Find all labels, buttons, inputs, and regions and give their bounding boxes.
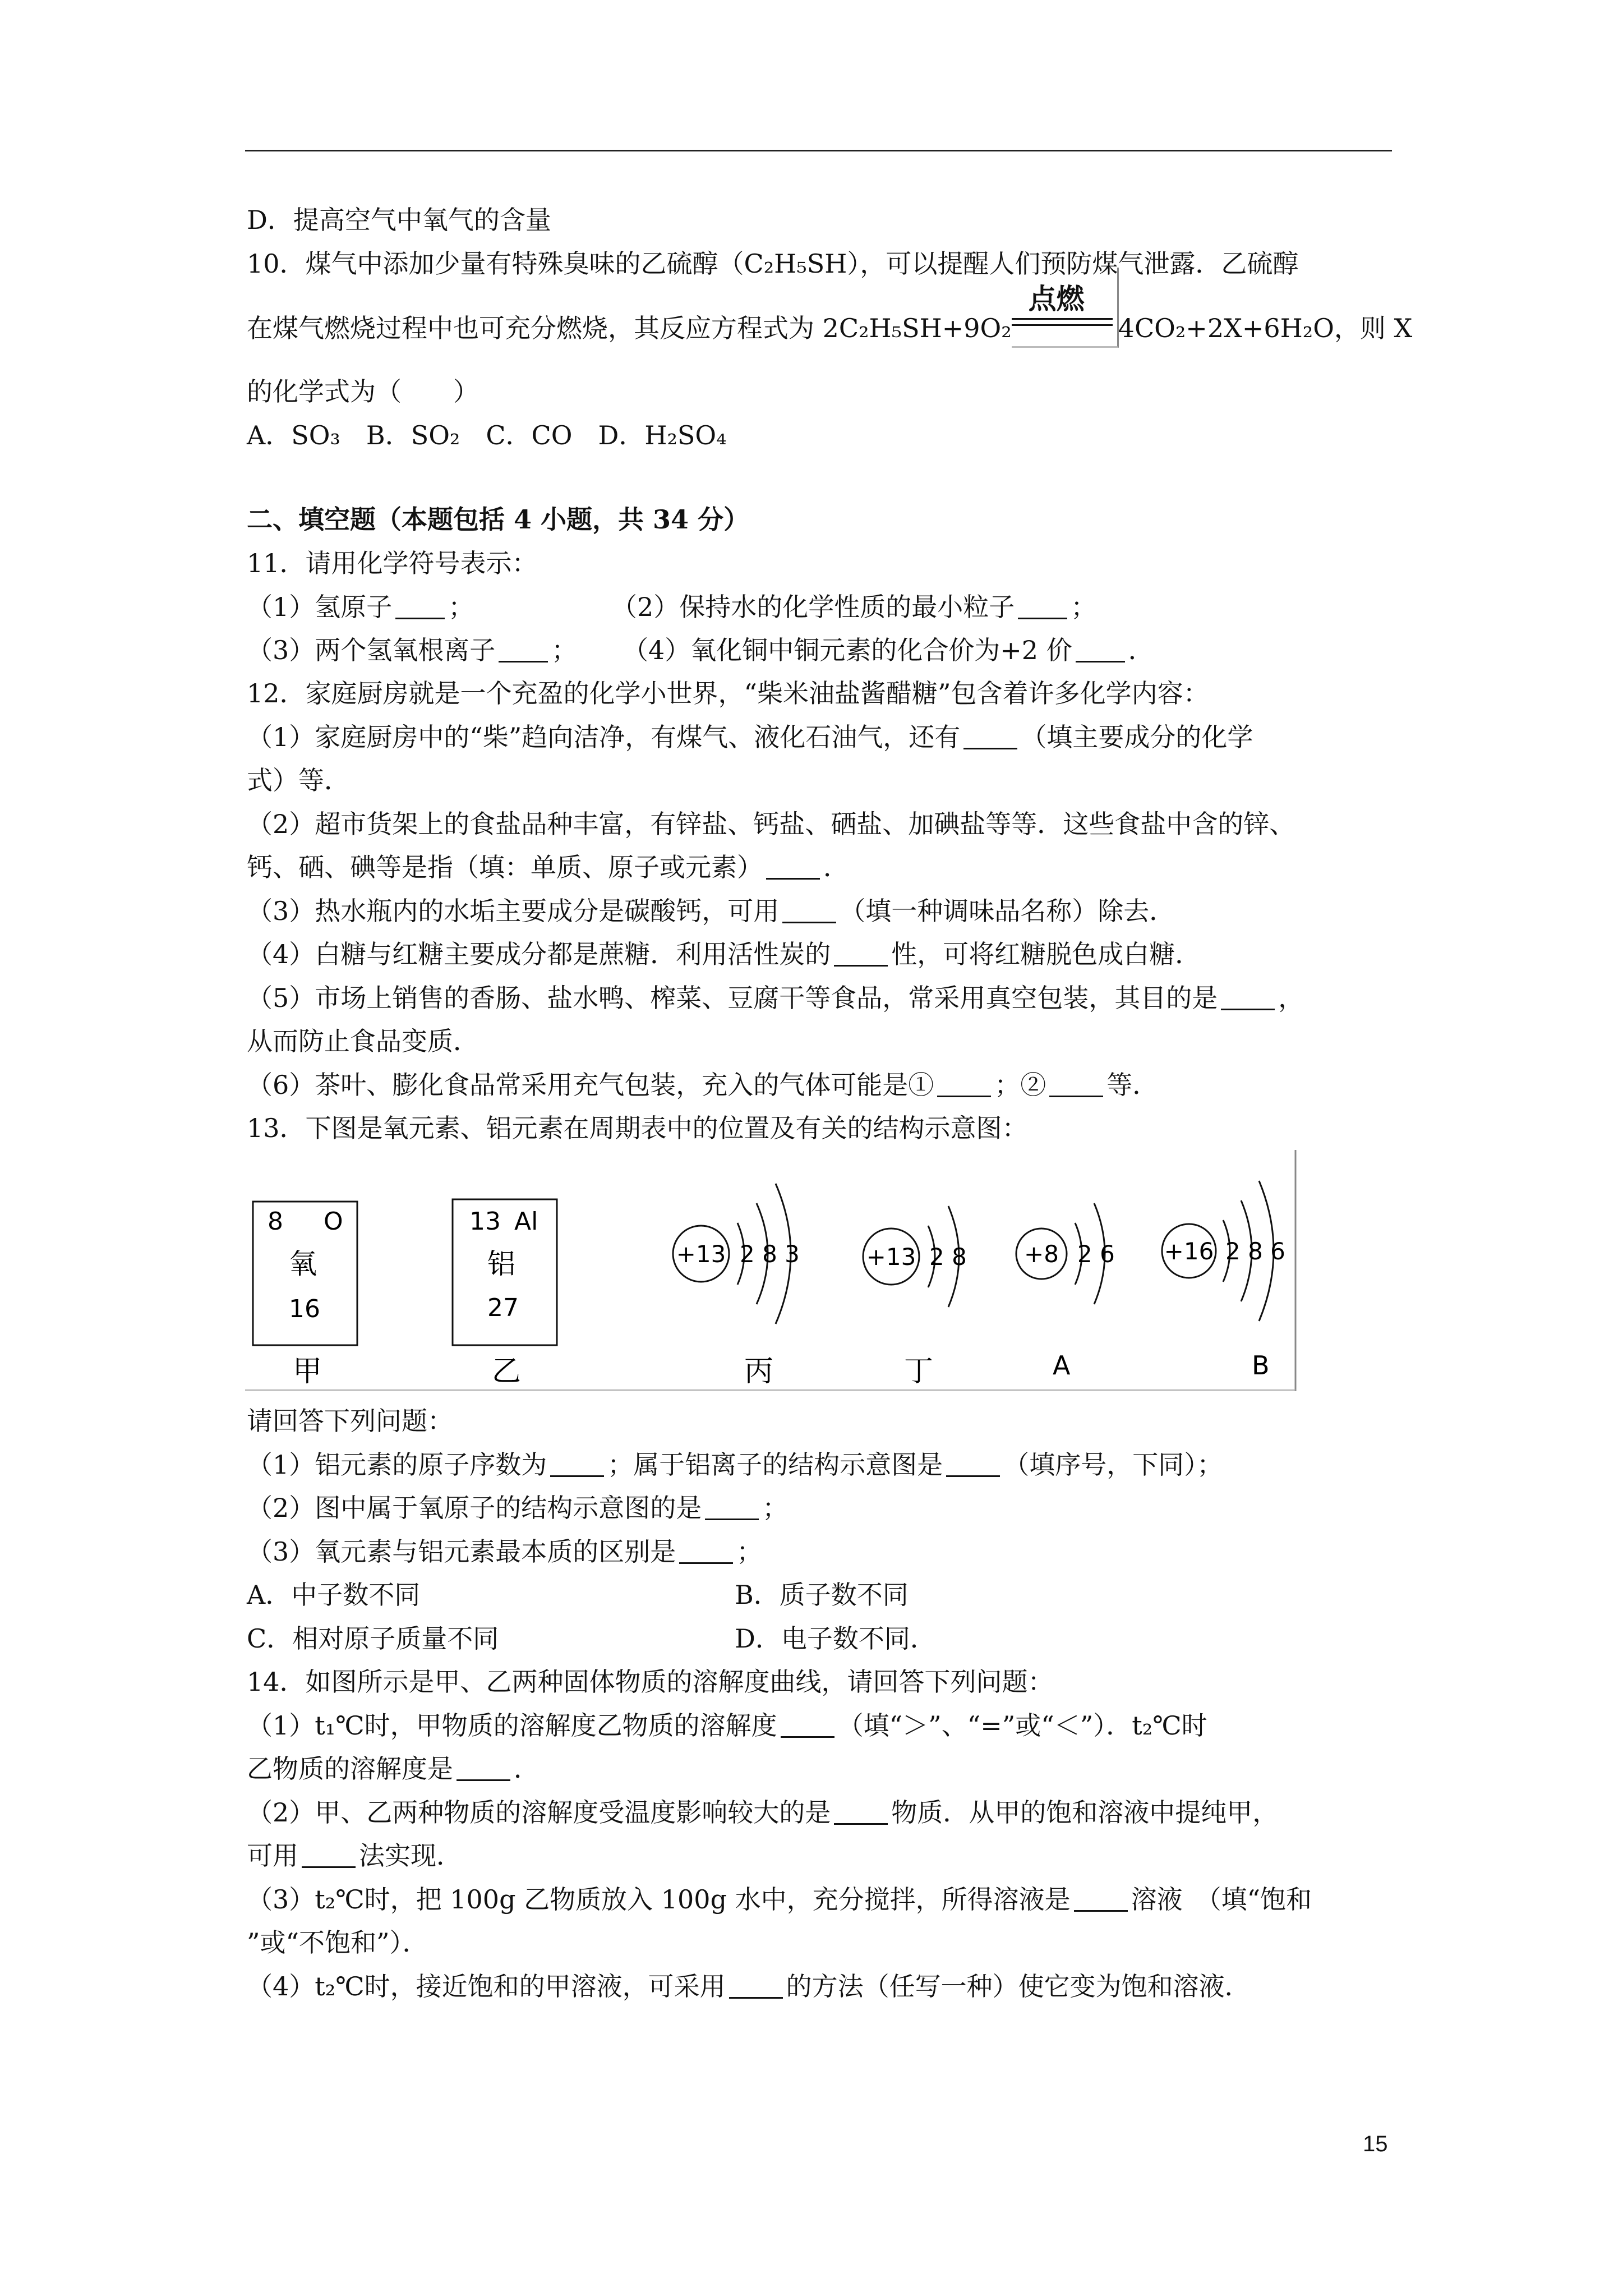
section2-title: 二、填空题（本题包括 4 小题，共 34 分） [247,504,750,535]
answer-blank [705,1496,759,1520]
q14-p3-c: ”或“不饱和”）． [247,1927,428,1958]
q12-p2-b: 钙、硒、碘等是指（填：单质、原子或元素） [247,852,763,882]
answer-blank [1076,638,1125,662]
aluminium-name: 铝 [487,1248,515,1280]
q13-option-c: C．相对原子质量不同 [247,1623,499,1654]
oxygen-name: 氧 [289,1248,317,1280]
diagram-al-ion [863,1206,967,1388]
label-jia: 甲 [293,1355,322,1388]
reaction-condition [1012,283,1118,344]
q10-equation-right: 4CO₂+2X+6H₂O，则 X [1118,313,1413,343]
q12-p2-a: （2）超市货架上的食盐品种丰富，有锌盐、钙盐、硒盐、加碘盐等等．这些食盐中含的锌、 [247,809,1295,839]
q13-p3 [247,1536,762,1567]
aluminium-mass: 27 [487,1294,519,1322]
q10-options: A．SO₃ B．SO₂ C．CO D．H₂SO₄ [247,420,727,450]
nucleus-charge: +8 [1024,1240,1059,1268]
q13-prompt: 请回答下列问题： [247,1406,453,1436]
answer-blank [302,1844,356,1868]
q11-row1b [611,591,1096,623]
q11-p1: （1）氢原子 [247,592,393,622]
electron-config: 2 8 6 [1225,1237,1285,1265]
label-ding: 丁 [904,1355,934,1388]
q14-p3 [247,1884,1312,1915]
q12-p5-b: ， [1278,983,1304,1013]
q14-p4 [247,1971,1251,2002]
answer-blank [781,1714,834,1738]
answer-blank [946,1453,1000,1477]
q14-p2-d: 法实现． [359,1841,462,1871]
answer-blank [457,1757,510,1781]
q12-p3 [247,895,1175,927]
q14-p4-a: （4）t₂℃时，接近饱和的甲溶液，可采用 [247,1971,726,2001]
answer-blank [782,899,836,923]
q12-p5-c: 从而防止食品变质． [247,1026,479,1056]
diagram-o-atom [1016,1203,1115,1381]
q14-p4-b: 的方法（任写一种）使它变为饱和溶液． [786,1971,1251,2001]
q11-p2-end: ； [1071,592,1097,622]
q14-p2-b: 物质．从甲的饱和溶液中提纯甲， [891,1797,1279,1828]
q14-p1 [247,1710,1207,1741]
q13-p3-b: ； [736,1536,763,1567]
label-bing: 丙 [744,1355,774,1388]
answer-blank [550,1453,604,1477]
q12-stem: 12．家庭厨房就是一个充盈的化学小世界，“柴米油盐酱醋糖”包含着许多化学内容： [247,678,1209,708]
diagram-s-atom [1162,1181,1285,1381]
q11-row2 [247,634,577,666]
q11-p4: （4）氧化铜中铜元素的化合价为+2 价 [623,635,1072,665]
q11-stem: 11．请用化学符号表示： [247,548,538,578]
q13-option-b: B．质子数不同 [735,1580,909,1610]
answer-blank [1018,595,1067,619]
q14-stem: 14．如图所示是甲、乙两种固体物质的溶解度曲线，请回答下列问题： [247,1667,1054,1697]
condition-label: 点燃 [1028,283,1085,315]
aluminium-symbol: Al [514,1207,538,1236]
oxygen-number: 8 [268,1207,283,1236]
q11-p3: （3）两个氢氧根离子 [247,635,496,665]
q12-p6-c: 等． [1106,1070,1159,1100]
q11-p4-end: ． [1128,635,1154,665]
answer-blank [834,942,888,967]
q13-p2-b: ； [762,1493,789,1523]
q12-p5-a: （5）市场上销售的香肠、盐水鸭、榨菜、豆腐干等食品，常采用真空包装，其目的是 [247,983,1218,1013]
answer-blank [963,725,1017,749]
q10-line2 [247,283,1413,344]
q12-p6 [247,1069,1158,1101]
q12-p4-a: （4）白糖与红糖主要成分都是蔗糖．利用活性炭的 [247,939,831,969]
q10-equation-left: 在煤气燃烧过程中也可充分燃烧，其反应方程式为 2C₂H₅SH+9O₂ [247,313,1012,343]
q12-p3-b: （填一种调味品名称）除去． [840,896,1175,926]
answer-blank [937,1073,991,1097]
q14-p1-c: 乙物质的溶解度是 [247,1754,453,1784]
q13-option-d: D．电子数不同． [735,1623,936,1654]
electron-config: 2 8 [929,1243,967,1271]
q14-p1-end: ． [514,1754,540,1784]
answer-blank [766,855,820,880]
q13-p1-b: ；属于铝离子的结构示意图是 [607,1450,943,1480]
label-a: A [1053,1350,1071,1381]
q12-p1 [247,721,1253,753]
q13-p3-a: （3）氧元素与铝元素最本质的区别是 [247,1536,676,1567]
answer-blank [499,638,548,662]
q14-p2-c: 可用 [247,1841,298,1871]
q14-p3-b: 溶液 （填“饱和 [1131,1884,1312,1915]
header-rule [245,150,1392,151]
answer-blank [395,595,445,619]
label-b: B [1252,1350,1270,1381]
q14-p1-b: （填“＞”、“=”或“＜”）．t₂℃时 [837,1710,1207,1741]
diagram-al-atom [673,1184,800,1388]
q13-p2-a: （2）图中属于氧原子的结构示意图的是 [247,1493,702,1523]
page-number: 15 [1363,2132,1388,2156]
q12-p3-a: （3）热水瓶内的水垢主要成分是碳酸钙，可用 [247,896,780,926]
q13-p2 [247,1492,788,1524]
aluminium-number: 13 [469,1207,501,1236]
q14-p1-line2 [247,1753,540,1784]
q12-p4 [247,938,1201,970]
q14-p2-a: （2）甲、乙两种物质的溶解度受温度影响较大的是 [247,1797,831,1828]
q13-p1-a: （1）铝元素的原子序数为 [247,1450,547,1480]
oxygen-mass: 16 [289,1295,320,1323]
q11-row2b [623,634,1154,666]
q14-p3-a: （3）t₂℃时，把 100g 乙物质放入 100g 水中，充分搅拌，所得溶液是 [247,1884,1071,1915]
q13-stem: 13．下图是氧元素、铝元素在周期表中的位置及有关的结构示意图： [247,1113,1028,1143]
q12-p1-b: （填主要成分的化学 [1021,722,1253,752]
q11-p3-end: ； [551,635,578,665]
q13-p1-c: （填序号，下同）； [1003,1450,1223,1480]
periodic-cell-aluminium [453,1199,557,1388]
answer-blank [679,1540,733,1564]
q12-p1-a: （1）家庭厨房中的“柴”趋向洁净，有煤气、液化石油气，还有 [247,722,961,752]
q13-p1 [247,1449,1223,1480]
q10-line1: 10．煤气中添加少量有特殊臭味的乙硫醇（C₂H₅SH），可以提醒人们预防煤气泄露．乙硫醇 [247,249,1299,279]
nucleus-charge: +13 [866,1243,916,1271]
q14-p2-line2 [247,1840,462,1871]
q12-p4-b: 性，可将红糖脱色成白糖． [891,939,1201,969]
answer-blank [834,1801,888,1825]
q11-p2: （2）保持水的化学性质的最小粒子 [611,592,1015,622]
q12-p2-end: ． [823,852,849,882]
q12-p5 [247,982,1304,1014]
q9-option-d: D．提高空气中氧气的含量 [247,205,551,235]
electron-config: 2 6 [1077,1240,1115,1268]
q10-line3: 的化学式为（ ） [247,376,479,407]
atomic-structure-figure [245,1150,1297,1391]
answer-blank [1074,1888,1128,1912]
q12-p1-c: 式）等． [247,765,350,795]
electron-config: 2 8 3 [740,1240,800,1268]
q14-p1-a: （1）t₁℃时，甲物质的溶解度乙物质的溶解度 [247,1710,777,1741]
answer-blank [1221,986,1275,1010]
q12-p6-b: ；② [994,1070,1046,1100]
answer-blank [1049,1073,1103,1097]
nucleus-charge: +13 [676,1240,726,1268]
answer-blank [729,1975,783,1999]
q14-p2 [247,1797,1278,1828]
q11-p1-end: ； [448,592,474,622]
q12-p6-a: （6）茶叶、膨化食品常采用充气包装，充入的气体可能是① [247,1070,934,1100]
label-yi: 乙 [492,1355,522,1388]
periodic-cell-oxygen [253,1202,357,1388]
q13-option-a: A．中子数不同 [247,1580,421,1610]
nucleus-charge: +16 [1164,1237,1214,1265]
q12-p2 [247,852,849,883]
oxygen-symbol: O [324,1207,343,1236]
q11-row1 [247,591,474,623]
